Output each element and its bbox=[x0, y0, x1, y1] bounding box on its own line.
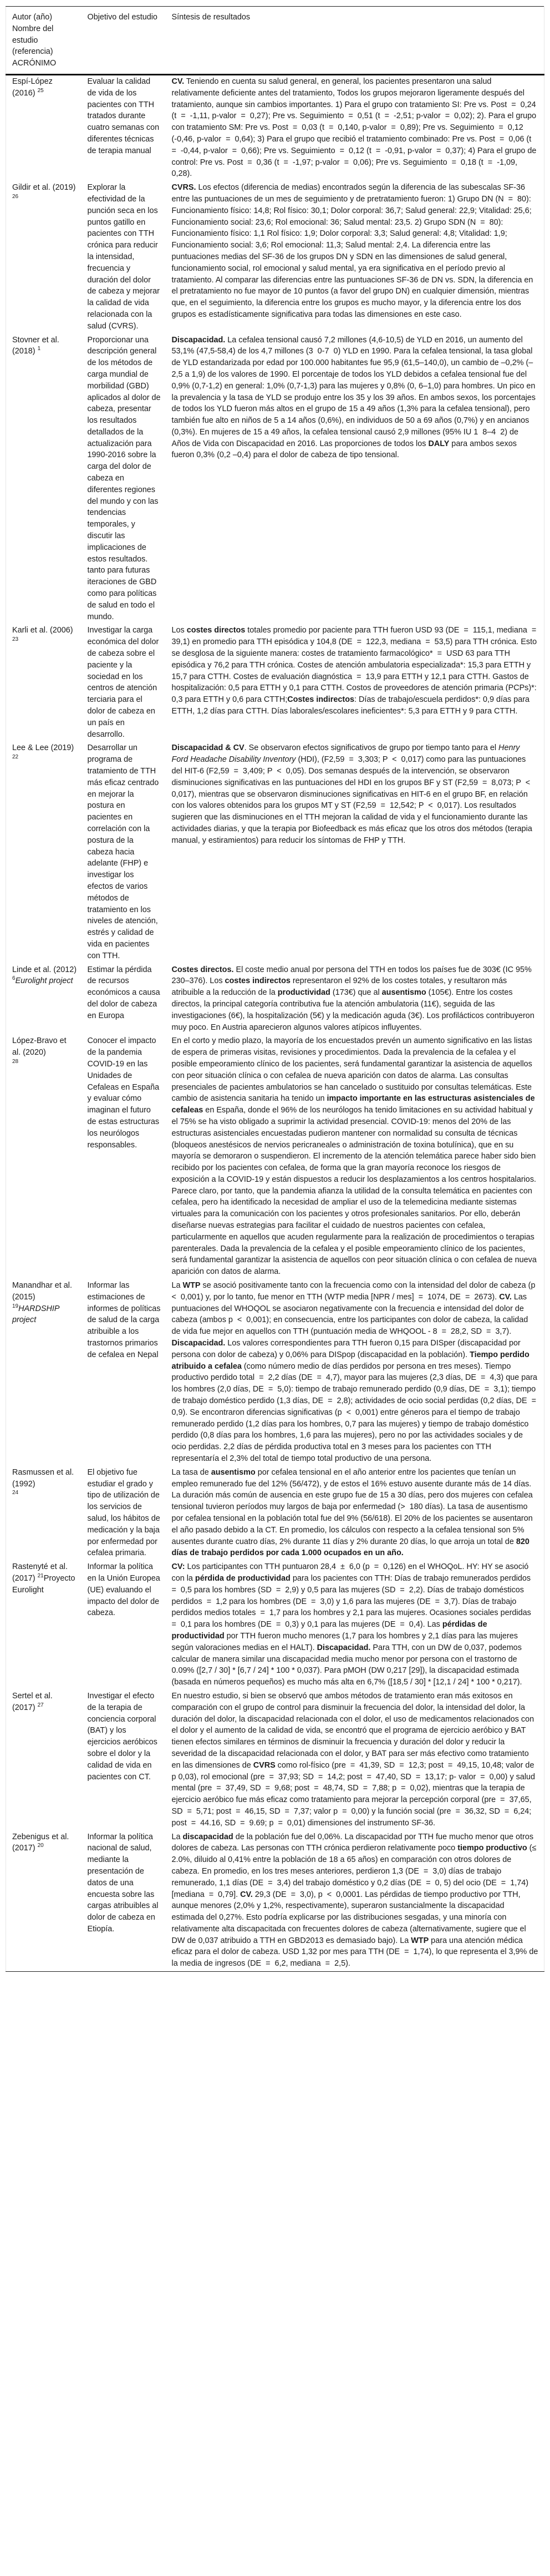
table-row bbox=[6, 1831, 544, 1972]
author-cell bbox=[6, 334, 82, 625]
results-cell bbox=[166, 181, 544, 333]
table-row bbox=[6, 181, 544, 333]
project-name: HARDSHIP project bbox=[12, 1304, 59, 1325]
results-table bbox=[6, 6, 544, 1972]
author-cell bbox=[6, 1035, 82, 1279]
results-text: : Días de trabajo/escuela perdidos*: 0,9 días para ETTH, 1,2 días para CTTH. Días laborales/escolares ineficientes*: 5,3 para ETTH y 9 para CTTH. bbox=[171, 695, 532, 716]
table-body bbox=[6, 74, 544, 1971]
author-name: Rastenyté et al. (2017) bbox=[12, 1562, 68, 1583]
table-row bbox=[6, 742, 544, 963]
results-cell bbox=[166, 334, 544, 625]
results-text: para ambos sexos fueron 0,3% (0,2 –0,4) para el dolor de cabeza de tipo tensional. bbox=[171, 439, 519, 460]
results-keyword: CV: bbox=[171, 1562, 185, 1572]
table-header bbox=[6, 7, 544, 75]
objective-cell: Informar las estimaciones de informes de políticas de salud de la carga atribuible a los trastornos primarios de cefalea en Nepal bbox=[87, 1281, 161, 1359]
results-keyword: Discapacidad. bbox=[171, 335, 226, 345]
table-row bbox=[6, 1466, 544, 1561]
results-text: La tasa de bbox=[171, 1467, 211, 1477]
results-keyword: Tiempo perdido atribuido a cefalea bbox=[171, 1350, 529, 1371]
results-keyword: WTP bbox=[182, 1281, 201, 1290]
author-cell bbox=[6, 1279, 82, 1466]
header-row bbox=[6, 7, 544, 75]
objective-cell: Informar la política en la Unión Europea (UE) evaluando el impacto del dolor de cabeza. bbox=[87, 1562, 160, 1618]
results-keyword: Costes directos. bbox=[171, 965, 234, 974]
results-keyword: ausentismo bbox=[211, 1467, 256, 1477]
results-text: Los bbox=[171, 626, 187, 635]
author-cell bbox=[6, 624, 82, 742]
author-cell bbox=[6, 742, 82, 963]
results-text: Teniendo en cuenta su salud general, en general, los pacientes presentaron una salud relativamente deficiente antes del tratamiento, Todos los grupos mejoraron ligeramente después del tratamiento, aunque sin cambios importantes. 1) Para el grupo con tratamiento SI: Pre vs. Post = 0,24 (t = -1,11, p-valor = 0,27); Pre vs. Seguimiento = 0,51 (t = -2,51; p-valor = 0,02); 2). Para el grupo con tratamiento SM: Pre vs. Post = 0,03 (t = 0,140, p-valor = 0,89); Pre vs. Seguimiento = 0,12 (-0,46, p-valor = 0,64); 3) Para el grupo que recibió el tratamiento combinado: Pre vs. Post = 0,06 (t = -0,44, p-valor = 0,66); Pre vs. Seguimiento = 0,12 (t = -0,91, p-valor = 0,37); 4) Para el grupo de control: Pre vs. Post = 0,36 (t = -1,97; p-valor = 0,06); Pre vs. Seguimiento = 0,18 (t = -1,09, 0,28). bbox=[171, 77, 539, 179]
results-keyword: CV. bbox=[171, 77, 185, 86]
author-name: Gildir et al. (2019) bbox=[12, 183, 76, 193]
results-text: En el corto y medio plazo, la mayoría de los encuestados prevén un aumento significativo en las listas de espera de primeras visitas, revisiones y procedimientos. Dada la prevalencia de la cefalea y el posible empeoramiento clínico de los pacientes, será fundamental garantizar la asistencia de aquellos con peor situación clínica o con cefalea de nueva aparición con datos de alarma. Las consultas presenciales de pacientes ambulatorios se han cancelado o sustituido por consultas telemáticas. Este cambio de asistencia sanitaria ha tenido un bbox=[171, 1036, 534, 1104]
objective-cell: Conocer el impacto de la pandemia COVID-19 en las Unidades de Cefaleas en España y evaluar cómo imaginan el futuro de estas estructuras los neurólogos responsables. bbox=[87, 1036, 160, 1150]
results-cell bbox=[166, 964, 544, 1035]
results-cell bbox=[166, 74, 544, 181]
objective-cell: Evaluar la calidad de vida de los pacientes con TTH tratados durante cuatro semanas con diferentes técnicas de terapia manual bbox=[87, 77, 160, 155]
results-keyword: ausentismo bbox=[381, 988, 426, 998]
header-objective: Objetivo del estudio bbox=[82, 7, 166, 75]
results-keyword: Discapacidad & CV bbox=[171, 743, 245, 753]
results-keyword: Discapacidad. bbox=[317, 1643, 371, 1652]
author-name: López-Bravo et al. (2020) bbox=[12, 1036, 67, 1057]
author-cell bbox=[6, 74, 82, 181]
results-keyword: CV. bbox=[240, 1890, 253, 1899]
results-text: para una atención médica eficaz para el dolor de cabeza. USD 1,32 por mes para TTH (DE = 1,74), lo que representa el 3,9% de la media de ingresos (DE = 6,2, mediana = 2,5). bbox=[171, 1936, 541, 1968]
author-cell bbox=[6, 1831, 82, 1972]
project-name: Proyecto Eurolight bbox=[12, 1573, 75, 1595]
results-cell bbox=[166, 1690, 544, 1831]
results-cell bbox=[166, 624, 544, 742]
table-row bbox=[6, 334, 544, 625]
author-name: Manandhar et al. (2015) bbox=[12, 1281, 73, 1302]
results-keyword: tiempo productivo bbox=[457, 1844, 527, 1853]
author-name: Karli et al. (2006) bbox=[12, 626, 73, 635]
results-cell bbox=[166, 1279, 544, 1466]
results-text: Los participantes con TTH puntuaron 28,4 ± 6,0 (p = 0,126) en el WHOQoL. HY: HY se asoció con la bbox=[171, 1562, 531, 1583]
results-text: se asoció positivamente tanto con la frecuencia como con la intensidad del dolor de cabeza (p < 0,001) y, por lo tanto, fue menor en TTH (WTP media [NPR / mes] = 1074, DE = 2673). bbox=[171, 1281, 540, 1302]
results-keyword: pérdida de productividad bbox=[195, 1573, 291, 1583]
reference-number: 27 bbox=[37, 1702, 44, 1708]
results-keyword: WTP bbox=[411, 1936, 429, 1945]
results-text: (HDI), (F2,59 = 3,303; P < 0,017) como para las puntuaciones del HIT-6 (F2,59 = 3,409; P < 0,05). Dos semanas después de la intervención, se observaron disminuciones significativas en las puntuaciones del HDI en los grupos BF y ST (F2,59 = 8,073; P < 0,017), mientras que se observaron disminuciones significativas en HIT-6 en el grupo BF, en relación con los valores obtenidos para los grupos MT y ST (F2,59 = 12,542; P < 0,017). Los resultados sugieren que las disminuciones en el TTH mejoran la calidad de vida y el funcionamiento durante las actividades diarias, y que la terapia por Biofeedback es más eficaz que los otros dos métodos (terapia manual, y estiramientos) para reducir los síntomas de FHP y TTH. bbox=[171, 755, 535, 845]
results-cell bbox=[166, 1035, 544, 1279]
table-row bbox=[6, 1279, 544, 1466]
reference-number: 28 bbox=[12, 1058, 19, 1065]
author-cell bbox=[6, 1466, 82, 1561]
results-keyword: Costes indirectos bbox=[287, 695, 355, 705]
table-row bbox=[6, 1690, 544, 1831]
objective-cell: Proporcionar una descripción general de los métodos de carga mundial de morbilidad (GBD) aplicados al dolor de cabeza, presentar los resultados detallados de la actualización para 1990-2016 sobre la carga del dolor de cabeza en diferentes regiones del mundo y con las tendencias temporales, y discutir las implicaciones de estos resultados. tanto para futuras iteraciones de GBD como para políticas de salud en todo el mundo. bbox=[87, 335, 161, 621]
results-keyword: 820 días de trabajo perdidos por cada 1.000 ocupados en un año. bbox=[171, 1537, 529, 1558]
author-name: Espí-López (2016) bbox=[12, 77, 53, 98]
results-text: En nuestro estudio, si bien se observó que ambos métodos de tratamiento eran más exitosos en comparación con el grupo de control para disminuir la frecuencia del dolor, la intensidad del dolor, la duración del dolor, la discapacidad relacionada con el dolor, el uso de medicamentos relacionados con el dolor y el aumento de la calidad de vida, se encontró que el programa de ejercicio aeróbico y BAT tienen efectos similares en términos de disminuir la frecuencia y duración del dolor y reducir la severidad de la discapacidad relacionada con el dolor, y BAT para ser más efectivo como tratamiento en las dimensiones de bbox=[171, 1691, 537, 1770]
results-text: Los valores correspondientes para TTH fueron 0,15 para DISper (discapacidad por persona con dolor de cabeza) y 0,06% para DISpop (discapacidad en la población). bbox=[171, 1339, 523, 1359]
results-text: representaron el 92% de los costes totales, y resultaron más atribuible a la reducción de la bbox=[171, 976, 510, 998]
results-keyword: discapacidad bbox=[182, 1832, 233, 1841]
author-cell bbox=[6, 964, 82, 1035]
objective-cell: Estimar la pérdida de recursos económicos a causa del dolor de cabeza en Europa bbox=[87, 965, 160, 1020]
results-keyword: CVRS bbox=[253, 1760, 276, 1770]
results-keyword: DALY bbox=[428, 439, 450, 448]
results-text: como rol-físico (pre = 41,39, SD = 12,3; post = 49,15, 10,48; valor de p 0,03), rol emocional (pre = 37,93; SD = 14,2; post = 47,40, SD = 13,17; p- valor = 0,00) y salud mental (pre = 37,49, SD = 9,68; post = 48,74, SD = 7,88; p = 0,02), mientras que la terapia de ejercicio aeróbico fue más eficaz como tratamiento para mejorar la percepción corporal (pre = 37,65, SD = 5,71; post = 46,15, SD = 7,37; valor p = 0,00) y la función social (pre = 36,32, SD = 6,24; post = 44.16, SD = 9.69; p = 0,01) dimensiones del instrumento SF-36. bbox=[171, 1760, 538, 1828]
reference-number: 23 bbox=[12, 636, 19, 643]
author-name: Rasmussen et al. (1992) bbox=[12, 1467, 74, 1489]
header-author: Autor (año) Nombre del estudio (referencia) ACRÓNIMO bbox=[6, 7, 82, 75]
results-cell bbox=[166, 1561, 544, 1690]
reference-number: 20 bbox=[37, 1843, 44, 1849]
results-text: El coste medio anual por persona del TTH en todos los países fue de 303€ (IC 95% 230–376). Los bbox=[171, 965, 534, 986]
objective-cell: Explorar la efectividad de la punción seca en los puntos gatillo en pacientes con TTH crónica para reducir la intensidad, frecuencia y duración del dolor de cabeza y mejorar la calidad de vida relacionada con la salud (CVRS). bbox=[87, 183, 160, 331]
author-name: Stovner et al. (2018) bbox=[12, 335, 59, 356]
results-text: (173€) que al bbox=[330, 988, 382, 998]
reference-number: 22 bbox=[12, 754, 19, 761]
results-text: de la población fue del 0,06%. La discapacidad por TTH fue mucho menor que otros dolores de cabeza. Las personas con TTH crónica perdieron relativamente poco bbox=[171, 1832, 536, 1853]
results-italic: Henry Ford Headache Disability Inventory bbox=[171, 743, 520, 765]
results-keyword: pérdidas de productividad bbox=[171, 1620, 487, 1641]
results-text: 29,3 (DE = 3,0), p < 0,0001. Las pérdidas de tiempo productivo por TTH, aunque menores (2,0% y 1,2%, respectivamente), superaron sustancialmente la discapacidad estimada del 0,27%. Esto podría explicarse por las distribuciones sesgadas, y una minoría con relativamente alta discapacitada con frecuentes dolores de cabeza (alternativamente, sugiere que el DW de 0,037 atribuido a TTH en GBD2013 es demasiado bajo). La bbox=[171, 1890, 528, 1945]
results-cell bbox=[166, 742, 544, 963]
results-keyword: impacto importante en las estructuras asistenciales de cefaleas bbox=[171, 1094, 535, 1115]
reference-number: 6 bbox=[12, 975, 16, 982]
table-row bbox=[6, 964, 544, 1035]
reference-number: 19 bbox=[12, 1303, 19, 1309]
results-text: La cefalea tensional causó 7,2 millones (4,6-10,5) de YLD en 2016, un aumento del 53,1% (47,5-58,4) de los 4,7 millones (3 0-7 0) YLD en 1990. Para la cefalea tensional, la tasa global de YLD estandarizada por edad por 100.000 habitantes fue 95,9 (61,5–140,0), un cambio de –0,2% (–2,5 a 1,9) de los valores de 1990. El porcentaje de todos los YLD debidos a cefalea tensional fue del 0,9% (0,7-1,2) en general: 1,0% (0,7-1,3) para las mujeres y 0,8% (0, 6–1,0) para hombres. Un pico en la prevalencia y la tasa de YLD se produjo entre los 35 y los 39 años. En ambos sexos, los porcentajes de todos los YLD fueron más altos en el grupo de 15 a 49 años (1,3% para la cefalea tensional), pero también fue alto en niños de 5 a 14 años (0,6%), en individuos de 50 a 69 años (0,7%) y en ancianos (0,3%). En mujeres de 15 a 49 años, la cefalea tensional causó 2,9 millones (95% IU 1 8–4 2) de Años de Vida con Discapacidad en 2016. Las proporciones de todos los bbox=[171, 335, 538, 448]
results-cell bbox=[166, 1831, 544, 1972]
results-text: Para TTH, con un DW de 0,037, podemos calcular de manera similar una discapacidad media mucho menor por persona con el trastorno de 0.09% ([2,7 / 30] * [6,7 / 24] * 100 * 0,037). Para pMOH (DW 0,217 [29]), la discapacidad estimada (basada en números pequeños) es mucho más alta en 6,7% ([18,5 / 30] * [12,1 / 24] * 100 * 0,217). bbox=[171, 1643, 524, 1687]
objective-cell: Desarrollar un programa de tratamiento de TTH más eficaz centrado en mejorar la postura en pacientes en correlación con la postura de la cabeza hacia adelante (FHP) e investigar los efectos de varios métodos de tratamiento en los niveles de atención, estrés y calidad de vida en pacientes con TTH. bbox=[87, 743, 159, 960]
objective-cell: Investigar el efecto de la terapia de conciencia corporal (BAT) y los ejercicios aeróbicos sobre el dolor y la calidad de vida en pacientes con CT. bbox=[87, 1691, 157, 1782]
reference-number: 24 bbox=[12, 1490, 19, 1496]
header-results: Síntesis de resultados bbox=[166, 7, 544, 75]
table-row bbox=[6, 1035, 544, 1279]
reference-number: 21 bbox=[37, 1572, 44, 1579]
results-text: Las puntuaciones del WHOQOL se asociaron negativamente con la frecuencia e intensidad del dolor de cabeza (ambos p < 0,001); en consecuencia, entre los participantes con dolor de cabeza, la calidad de vida fue mejor en aquellos con TTH (puntuación media de WHQOOL - 8 = 28,2, SD = 3,7). bbox=[171, 1292, 531, 1337]
author-name: Sertel et al. (2017) bbox=[12, 1691, 53, 1712]
results-text: (≤ 2.0%, diluido al 0,41% entre la población de 18 a 65 años) en comparación con otros dolores de cabeza. En promedio, en los tres meses anteriores, perdieron 1,3 (DE = 3,0) días de trabajo remunerado, 1,1 días (DE = 3,4) del trabajo doméstico y 0,2 días (DE = 0, 5) del ocio (DE = 1,74) [mediana = 0,79]. bbox=[171, 1844, 541, 1899]
results-text: (105€). Entre los costes directos, la principal categoría contributiva fue la atención ambulatoria (11€), seguida de las investigaciones (6€), la hospitalización (5€) y la medicación aguda (3€). Los profilácticos contribuyeron muy poco. En Austria aparecieron algunos valores atípicos influyentes. bbox=[171, 988, 537, 1032]
results-text: (como número medio de días perdidos por persona en tres meses). Tiempo productivo perdido total = 2,2 días (DE = 4,7), mayor para las mujeres (2,3 días, DE = 4,3) que para los hombres (2,0 días, DE = 5,0): tiempo de trabajo remunerado perdido (0,9 días, DE = 3,1); tiempo de trabajo doméstico perdido (1,3 días, DE = 2,8); actividades de ocio social perdidas (0,2 días, DE = 0,9). Se encontraron diferencias significativas (p < 0,001) entre géneros para el tiempo de trabajo remunerado perdido (1,2 días para los hombres, 0,7 para las mujeres) y tiempo de trabajo doméstico perdido (0,8 días para los hombres, 1,6 para las mujeres), pero no por las actividades sociales y de ocio perdidas. 2,2 días de pérdida productiva total en 3 meses para los pacientes con TTH representaría el 2,3% del total de tiempo total productivo de una persona. bbox=[171, 1362, 541, 1464]
table-row bbox=[6, 624, 544, 742]
results-text: por TTH fueron mucho menores (1,7 para los hombres y 2,1 días para las mujeres según valoraciones medias en el HALT). bbox=[171, 1631, 520, 1652]
results-cell bbox=[166, 1466, 544, 1561]
reference-number: 25 bbox=[37, 87, 44, 94]
project-name: Eurolight project bbox=[15, 976, 73, 986]
results-text: La bbox=[171, 1281, 183, 1290]
table-row bbox=[6, 1561, 544, 1690]
results-keyword: CVRS. bbox=[171, 183, 196, 193]
author-name: Linde et al. (2012) bbox=[12, 965, 77, 974]
results-text: por cefalea tensional en el año anterior entre los pacientes que tenían un empleo remunerado fue del 12% (56/472), y de estos el 16% estuvo ausente durante más de 14 días. La duración más común de ausencia en este grupo fue de 15 a 30 días, pero dos mujeres con cefalea tensional tuvieron períodos muy largos de baja por enfermedad (> 180 días). La tasa de ausentismo por cefalea tensional en la población total fue del 9% (56/618). El 20% de los pacientes se ausentaron el año pasado debido a la CT. En promedio, los cálculos con respecto a la cefalea tensional son 5% ausentes durante cuatro días, 2% durante 11 días y 2% durante 20 días, lo que arroja un total de bbox=[171, 1467, 535, 1546]
results-text: Los efectos (diferencia de medias) encontrados según la diferencia de las subescalas SF-36 entre las puntuaciones de un mes de seguimiento y de pretratamiento fueron: 1) Grupo DN (N = 80): Funcionamiento físico: 14,8; Rol físico: 30,1; Dolor corporal: 36,7; Salud general: 22,9; Vitalidad: 25,6; Funcionamiento social: 23,6; Rol emocional: 36; Salud mental: 23,5. 2) Grupo SDN (N = 80): Funcionamiento físico: 1,1 Rol físico: 1,9; Dolor corporal: 3,3; Salud general: 4,8; Vitalidad: 1,9; Funcionamiento social: 3,6; Rol emocional: 11,3; Salud mental: 2,4. La diferencia entre las puntuaciones medias del SF-36 de los grupos DN y SDN en las dimensiones de salud general, funcionamiento social, rol emocional y salud mental, ya era significativa en el período previo al tratamiento. Al comparar las diferencias entre las puntuaciones SF-36 de DN vs. SDN, la diferencia en el pretratamiento no fue mayor de 10 puntos (a favor del grupo DN) en cualquier dimensión, mientras que, en el seguimiento, la diferencia entre los grupos es mucho mayor, y la diferencia entre los dos grupos es estadísticamente significativa para todas las dimensiones en este caso. bbox=[171, 183, 536, 319]
results-keyword: productividad bbox=[277, 988, 330, 998]
results-text: en España, donde el 96% de los neurólogos ha tenido limitaciones en su actividad habitual y el 75% se ha visto obligado a suprimir la actividad presencial. COVID-19: menos del 20% de las estructuras asistenciales encuestadas pudieron mantener con normalidad su consulta de técnicas (bloqueos anestésicos de nervios pericraneales o administración de toxina botulínica), que en su mayoría se demoraron o suspendieron. El incremento de la atención telemática parece haber sido bien recibido por los pacientes con cefalea, de forma que la gran mayoría reconoce los riesgos de exposición a la COVID-19 y están dispuestos a reducir los desplazamientos a los centros hospitalarios. Parece claro, por tanto, que la pandemia afianza la utilidad de la consulta telemática en pacientes con cefalea, pero ha identificado la necesidad de ampliar el uso de la telemedicina mediante sistemas virtuales para la comunicación con los pacientes y otros profesionales sanitarios. Por ello, deberán diseñarse nuevas estrategias para facilitar el cuidado de nuestros pacientes con cefalea, particularmente en aquellos que acuden regularmente para la realización de procedimientos o terapias parenterales. Dada la prevalencia de la cefalea y el posible empeoramiento clínico de los pacientes, será fundamental garantizar la asistencia de aquellos con peor situación clínica o con cefalea de nueva aparición con datos de alarma. bbox=[171, 1106, 539, 1277]
objective-cell: Investigar la carga económica del dolor de cabeza sobre el paciente y la sociedad en los centros de atención terciaria para el dolor de cabeza en un país en desarrollo. bbox=[87, 626, 159, 739]
author-cell bbox=[6, 1561, 82, 1690]
objective-cell: Informar la política nacional de salud, mediante la presentación de datos de una encuesta sobre las cargas atribuibles al dolor de cabeza en Etiopía. bbox=[87, 1832, 159, 1934]
results-keyword: CV. bbox=[499, 1292, 512, 1302]
author-cell bbox=[6, 1690, 82, 1831]
results-text: para los pacientes con TTH: Días de trabajo remunerados perdidos = 0,5 para los hombres (SD = 2,9) y 0,5 para las mujeres (SD = 2,2). Días de trabajo domésticos perdidos = 1,2 para los hombres (DE = 3,0) y 1,6 para las mujeres (DE = 3,7). Días de trabajo perdidos medios totales = 1,7 para los hombres y 2,1 para las mujeres. Ocasiones sociales perdidas = 0,1 para los hombres (DE = 0,3) y 0,1 para las mujeres (DE = 0,4). Las bbox=[171, 1573, 536, 1629]
results-text: La bbox=[171, 1832, 183, 1841]
author-cell bbox=[6, 181, 82, 333]
reference-number: 26 bbox=[12, 193, 19, 200]
results-text: totales promedio por paciente para TTH fueron USD 93 (DE = 115,1, mediana = 39,1) en promedio para TTH episódica y 104,8 (DE = 122,3, mediana = 53,5) para TTH crónica. Esto se desglosa de la siguiente manera: costes de tratamiento farmacológico* = USD 63 para TTH episódica y 76,2 para TTH crónica. Costes de atención ambulatoria especializada*: 15,3 para ETTH y 15,7 para CTTH. Costes de evaluación diagnóstica = 13,9 para ETTH y 12,1 para CTTH. Gastos de hospitalización: 0,5 para ETTH y 0,1 para CTTH. Costos de proveedores de atención primaria (PCPs)*: 0,3 para ETTH y 0,6 para CTTH; bbox=[171, 626, 541, 705]
results-keyword: Discapacidad. bbox=[171, 1339, 226, 1348]
reference-number: 1 bbox=[37, 346, 41, 352]
author-name: Lee & Lee (2019) bbox=[12, 743, 74, 753]
table-row bbox=[6, 74, 544, 181]
results-keyword: costes directos bbox=[186, 626, 246, 635]
results-text: . Se observaron efectos significativos de grupo por tiempo tanto para el bbox=[244, 743, 499, 753]
objective-cell: El objetivo fue estudiar el grado y tipo de utilización de los servicios de salud, los hábitos de medicación y la baja por enfermedad por cefalea primaria. bbox=[87, 1467, 160, 1558]
author-name: Zebenigus et al. (2017) bbox=[12, 1832, 69, 1853]
results-keyword: costes indirectos bbox=[225, 976, 291, 986]
